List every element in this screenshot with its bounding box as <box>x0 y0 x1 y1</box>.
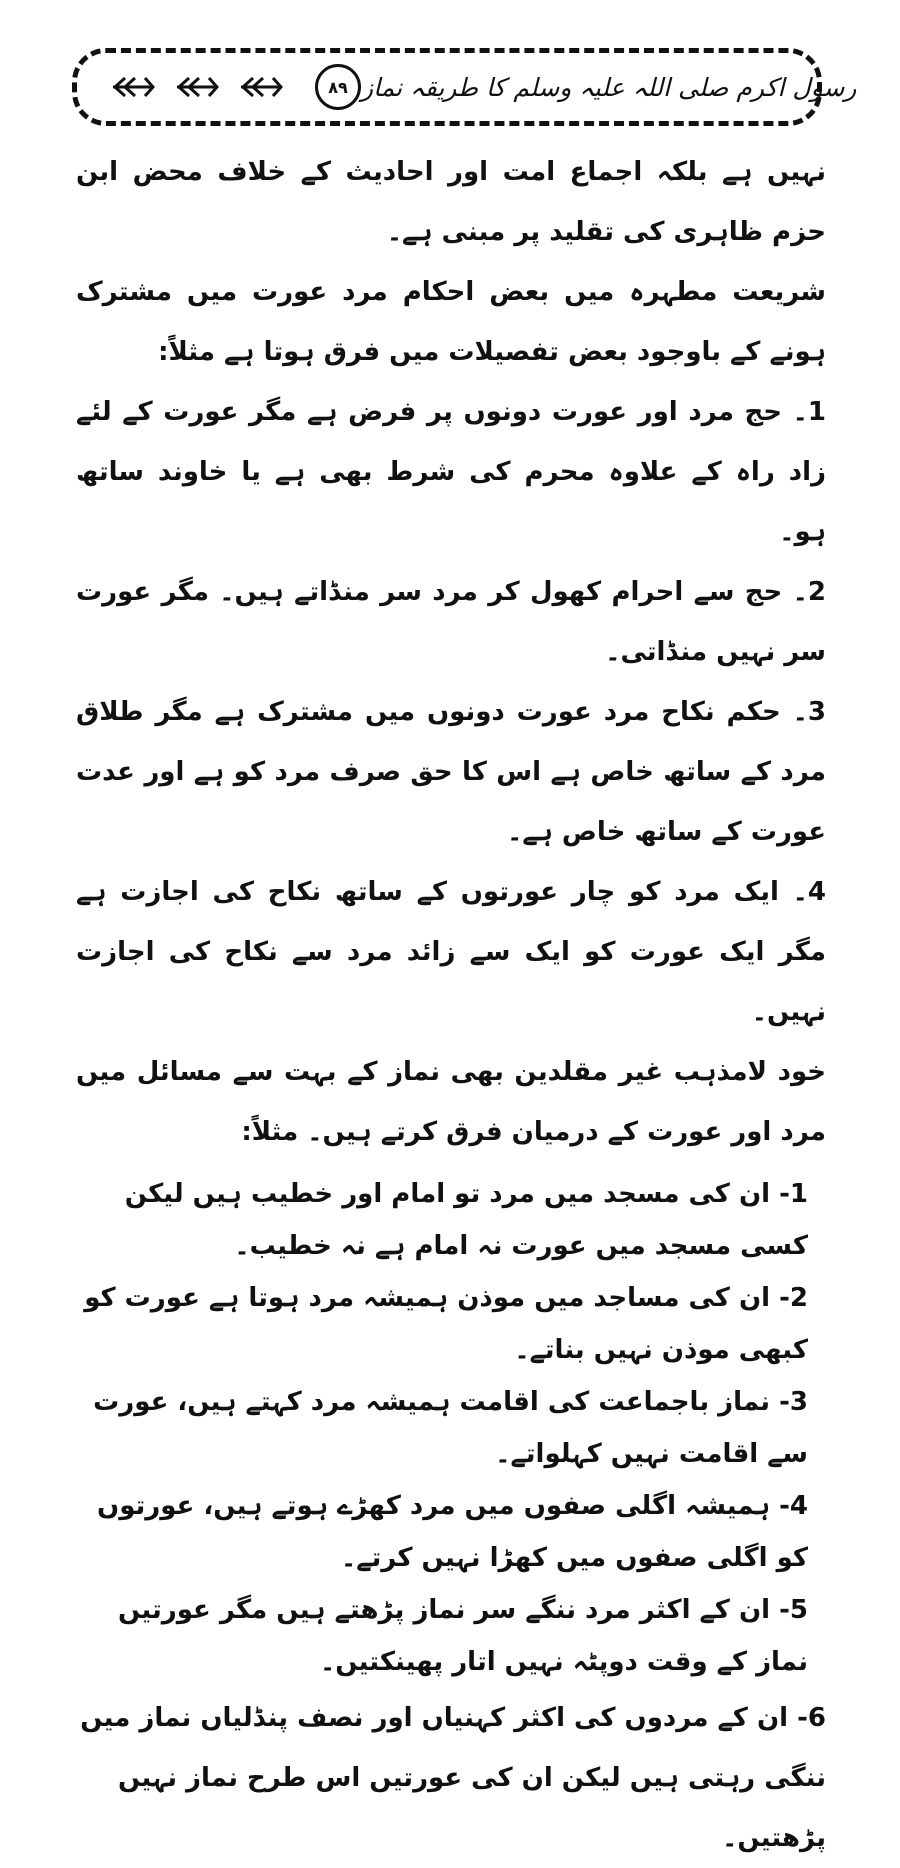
list2-item-1: 1- ان کی مسجد میں مرد تو امام اور خطیب ہیں لیکن کسی مسجد میں عورت نہ امام ہے نہ خطیب۔ <box>124 1179 808 1261</box>
list2-item-2: 2- ان کی مساجد میں موذن ہمیشہ مرد ہوتا ہے عورت کو کبھی موذن نہیں بناتے۔ <box>84 1283 808 1365</box>
list2-item-6: 6- ان کے مردوں کی اکثر کہنیاں اور نصف پنڈلیاں نماز میں ننگی رہتی ہیں لیکن ان کی عورتیں اس طرح نماز نہیں پڑھتیں۔ <box>80 1703 826 1853</box>
transition-paragraph: خود لامذہب غیر مقلدین بھی نماز کے بہت سے مسائل میں مرد اور عورت کے درمیان فرق کرتے ہیں۔ مثلاً: <box>76 1057 826 1147</box>
double-arrow-icon <box>175 75 219 99</box>
list2-item-5: 5- ان کے اکثر مرد ننگے سر نماز پڑھتے ہیں مگر عورتیں نماز کے وقت دوپٹہ نہیں اتار پھینکتیں۔ <box>118 1595 808 1677</box>
intro-line-1: نہیں ہے بلکہ اجماع امت اور احادیث کے خلاف محض ابن حزم ظاہری کی تقلید پر مبنی ہے۔ <box>76 157 826 247</box>
list2-item-4: 4- ہمیشہ اگلی صفوں میں مرد کھڑے ہوتے ہیں، عورتوں کو اگلی صفوں میں کھڑا نہیں کرتے۔ <box>97 1491 808 1573</box>
list2 <box>76 1168 826 1868</box>
header-arrow-ornaments <box>111 64 361 110</box>
intro-line-2: شریعت مطہرہ میں بعض احکام مرد عورت میں مشترک ہونے کے باوجود بعض تفصیلات میں فرق ہوتا ہے مثلاً: <box>76 277 826 367</box>
page-number-badge: ۸۹ <box>315 64 361 110</box>
header-title: رسول اکرم صلی اللہ علیہ وسلم کا طریقہ نماز <box>361 72 857 102</box>
list2-item-3: 3- نماز باجماعت کی اقامت ہمیشہ مرد کہتے ہیں، عورت سے اقامت نہیں کہلواتے۔ <box>93 1387 808 1469</box>
list1-item-1: 1۔ حج مرد اور عورت دونوں پر فرض ہے مگر عورت کے لئے زاد راہ کے علاوہ محرم کی شرط بھی ہے یا خاوند ساتھ ہو۔ <box>76 397 826 547</box>
list1-item-3: 3۔ حکم نکاح مرد عورت دونوں میں مشترک ہے مگر طلاق مرد کے ساتھ خاص ہے اس کا حق صرف مرد کو ہے اور عدت عورت کے ساتھ خاص ہے۔ <box>76 697 826 847</box>
double-arrow-icon <box>111 75 155 99</box>
page-body <box>76 142 826 1868</box>
list1-item-2: 2۔ حج سے احرام کھول کر مرد سر منڈاتے ہیں۔ مگر عورت سر نہیں منڈاتی۔ <box>76 577 826 667</box>
page-header <box>72 48 857 126</box>
list1-item-4: 4۔ ایک مرد کو چار عورتوں کے ساتھ نکاح کی اجازت ہے مگر ایک عورت کو ایک سے زائد مرد سے نکاح کی اجازت نہیں۔ <box>76 877 826 1027</box>
double-arrow-icon <box>239 75 283 99</box>
